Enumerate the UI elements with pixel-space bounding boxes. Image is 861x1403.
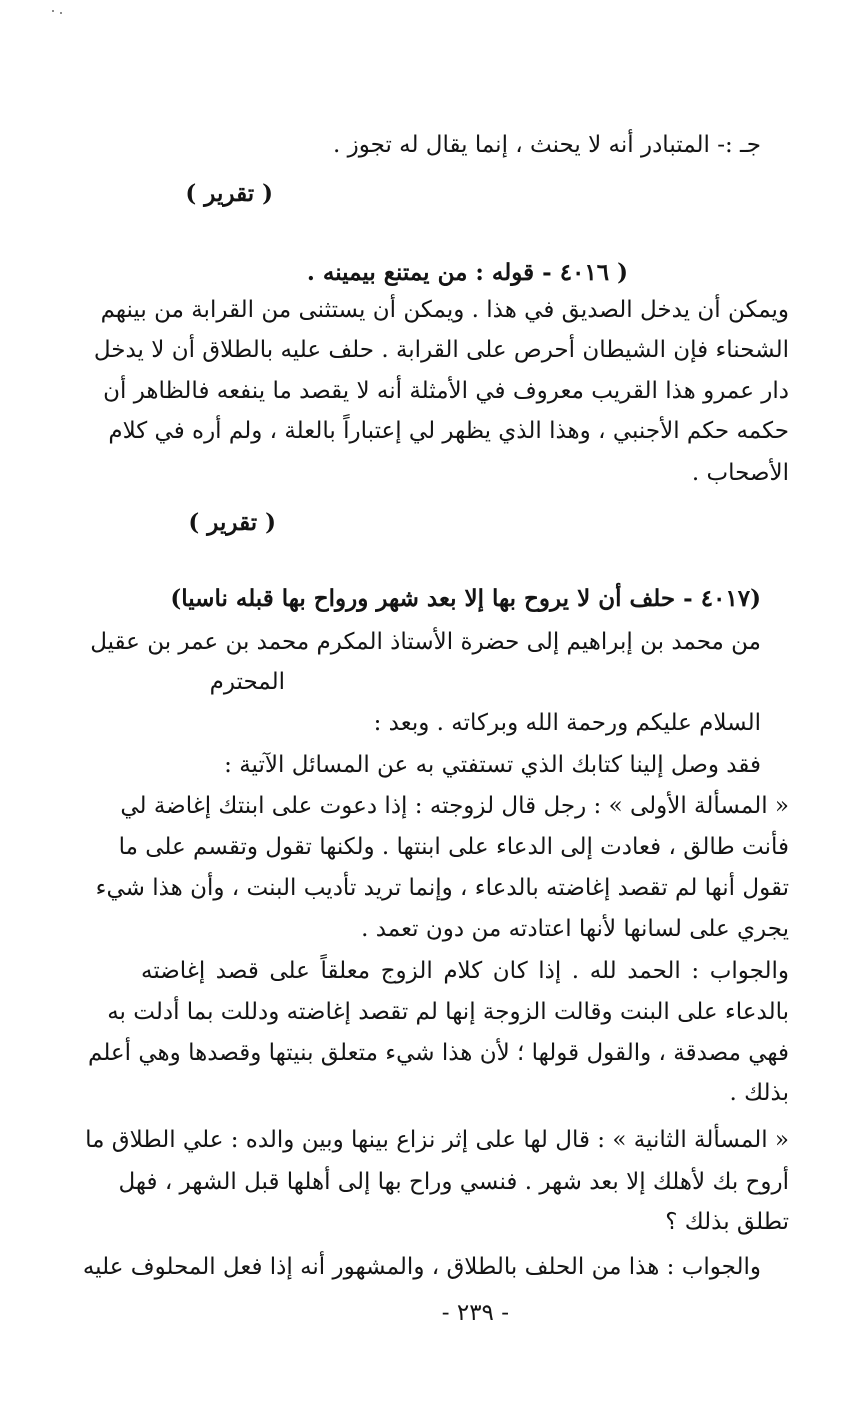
answer-line: والجواب : الحمد لله . إذا كان كلام الزوج معلقاً على قصد إغاضته [141, 958, 789, 984]
answer-line: والجواب : هذا من الحلف بالطلاق ، والمشهور أنه إذا فعل المحلوف عليه [82, 1254, 761, 1280]
letter-greeting: السلام عليكم ورحمة الله وبركاته . وبعد : [373, 710, 761, 736]
paragraph-line: ويمكن أن يدخل الصديق في هذا . ويمكن أن يستثنى من القرابة من بينهم [100, 297, 789, 323]
scan-speck [60, 12, 62, 14]
answer-line: بالدعاء على البنت وقالت الزوجة إنها لم تقصد إغاضته ودللت بما أدلت به [107, 999, 789, 1025]
question-line: يجري على لسانها لأنها اعتادته من دون تعمد . [361, 916, 789, 942]
section-heading-4016: ( ٤٠١٦ - قوله : من يمتنع بيمينه . [306, 259, 628, 286]
question-line: تطلق بذلك ؟ [665, 1209, 789, 1235]
answer-line: جـ :- المتبادر أنه لا يحنث ، إنما يقال له تجوز . [332, 132, 761, 158]
question-line: « المسألة الثانية » : قال لها على إثر نزاع بينها وبين والده : علي الطلاق ما [85, 1127, 789, 1153]
answer-line: بذلك . [729, 1080, 789, 1106]
question-line: « المسألة الأولى » : رجل قال لزوجته : إذا دعوت على ابنتك إغاضة لي [120, 793, 789, 819]
paragraph-line: الشحناء فإن الشيطان أحرص على القرابة . حلف عليه بالطلاق أن لا يدخل [93, 337, 789, 363]
question-line: فأنت طالق ، فعادت إلى الدعاء على ابنتها . ولكنها تقول وتقسم على ما [118, 834, 789, 860]
scan-speck [52, 10, 54, 12]
section-heading-4017: (٤٠١٧ - حلف أن لا يروح بها إلا بعد شهر ورواح بها قبله ناسيا) [170, 585, 761, 612]
source-note: ( تقرير ) [185, 180, 273, 207]
paragraph-line: الأصحاب . [691, 460, 789, 486]
paragraph-line: دار عمرو هذا القريب معروف في الأمثلة أنه لا يقصد ما ينفعه فالظاهر أن [103, 378, 789, 404]
answer-line: فهي مصدقة ، والقول قولها ؛ لأن هذا شيء متعلق بنيتها وقصدها وهي أعلم [88, 1040, 789, 1066]
question-line: أروح بك لأهلك إلا بعد شهر . فنسي وراح بها إلى أهلها قبل الشهر ، فهل [118, 1169, 789, 1195]
paragraph-line: حكمه حكم الأجنبي ، وهذا الذي يظهر لي إعتباراً بالعلة ، ولم أره في كلام [108, 418, 789, 444]
question-line: تقول أنها لم تقصد إغاضته بالدعاء ، وإنما تريد تأديب البنت ، وأن هذا شيء [95, 875, 789, 901]
source-note: ( تقرير ) [188, 509, 276, 536]
letter-line: فقد وصل إلينا كتابك الذي تستفتي به عن المسائل الآتية : [224, 752, 761, 778]
letter-line: من محمد بن إبراهيم إلى حضرة الأستاذ المكرم محمد بن عمر بن عقيل [90, 629, 761, 655]
page-number: - ٢٣٩ - [441, 1300, 509, 1326]
letter-line: المحترم [209, 669, 285, 695]
